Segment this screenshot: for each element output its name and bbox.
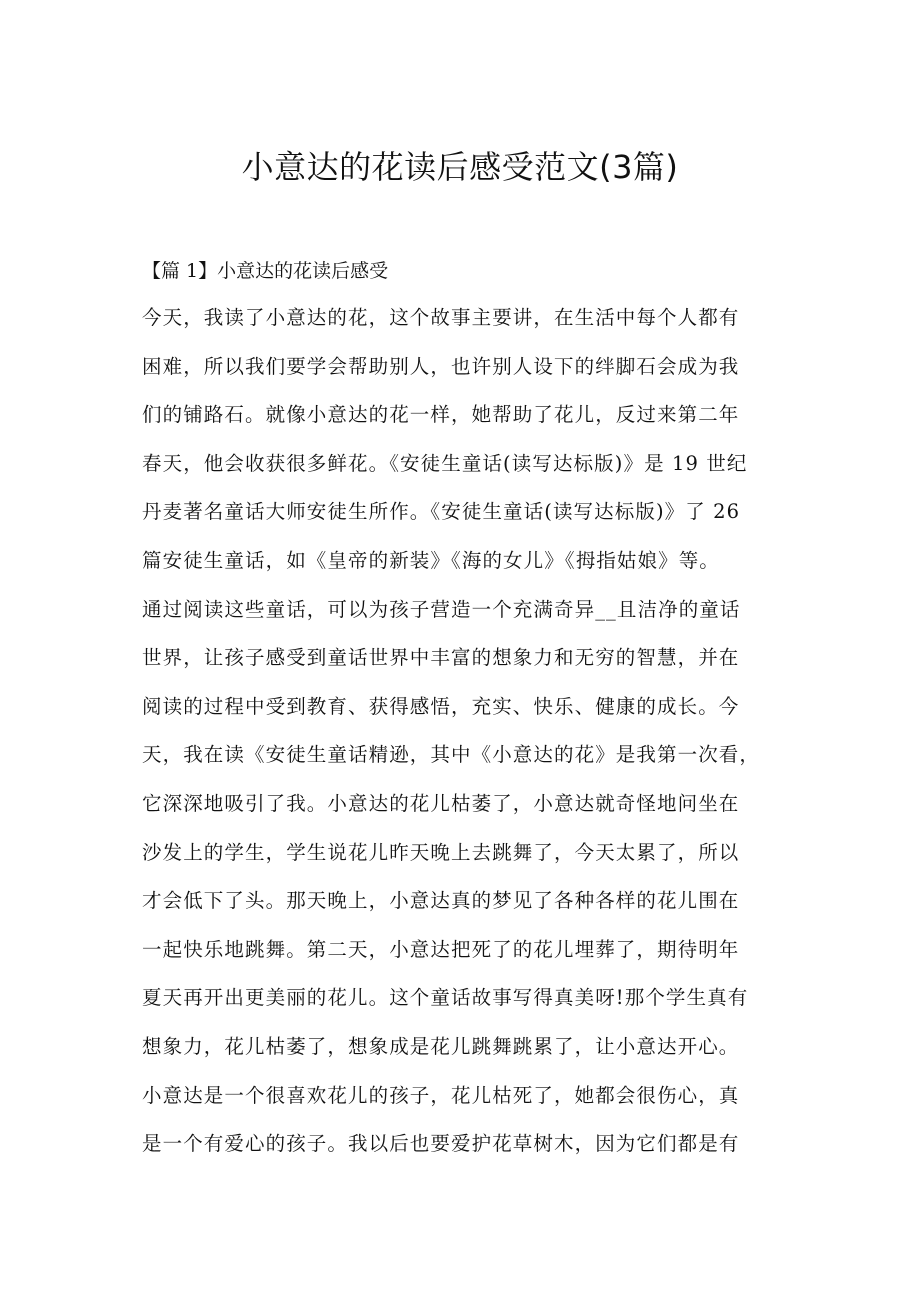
text-line: 今天，我读了小意达的花，这个故事主要讲，在生活中每个人都有 [142,306,740,329]
text-line: 世界，让孩子感受到童话世界中丰富的想象力和无穷的智慧，并在 [142,646,740,670]
text-line: 沙发上的学生，学生说花儿昨天晚上去跳舞了，今天太累了，所以 [142,840,740,864]
body-text [142,303,802,1178]
text-line: 它深深地吸引了我。小意达的花儿枯萎了，小意达就奇怪地问坐在 [142,791,740,815]
text-line: 丹麦著名童话大师安徒生所作。《安徒生童话(读写达标版)》了 26 [142,500,741,524]
section-heading: 【篇 1】小意达的花读后感受 [142,260,389,282]
text-line: 篇安徒生童话，如《皇帝的新装》《海的女儿》《拇指姑娘》等。 [142,548,720,572]
text-line: 小意达是一个很喜欢花儿的孩子，花儿枯死了，她都会很伤心，真 [142,1083,740,1107]
text-line: 们的铺路石。就像小意达的花一样，她帮助了花儿，反过来第二年 [142,403,740,427]
text-line: 才会低下了头。那天晚上，小意达真的梦见了各种各样的花儿围在 [142,889,740,913]
text-line: 想象力，花儿枯萎了，想象成是花儿跳舞跳累了，让小意达开心。 [142,1034,740,1058]
text-line: 夏天再开出更美丽的花儿。这个童话故事写得真美呀!那个学生真有 [142,986,749,1010]
text-line: 通过阅读这些童话，可以为孩子营造一个充满奇异__且洁净的童话 [142,597,741,621]
text-line: 春天，他会收获很多鲜花。《安徒生童话(读写达标版)》是 19 世纪 [142,451,748,475]
text-line: 是一个有爱心的孩子。我以后也要爱护花草树木，因为它们都是有 [142,1132,740,1156]
text-line: 天，我在读《安徒生童话精逊，其中《小意达的花》是我第一次看， [142,743,761,767]
text-line: 阅读的过程中受到教育、获得感悟，充实、快乐、健康的成长。今 [142,694,740,718]
page-title: 小意达的花读后感受范文(3篇) [241,148,679,186]
text-line: 困难，所以我们要学会帮助别人，也许别人设下的绊脚石会成为我 [142,354,740,378]
text-line: 一起快乐地跳舞。第二天，小意达把死了的花儿埋葬了，期待明年 [142,937,740,961]
